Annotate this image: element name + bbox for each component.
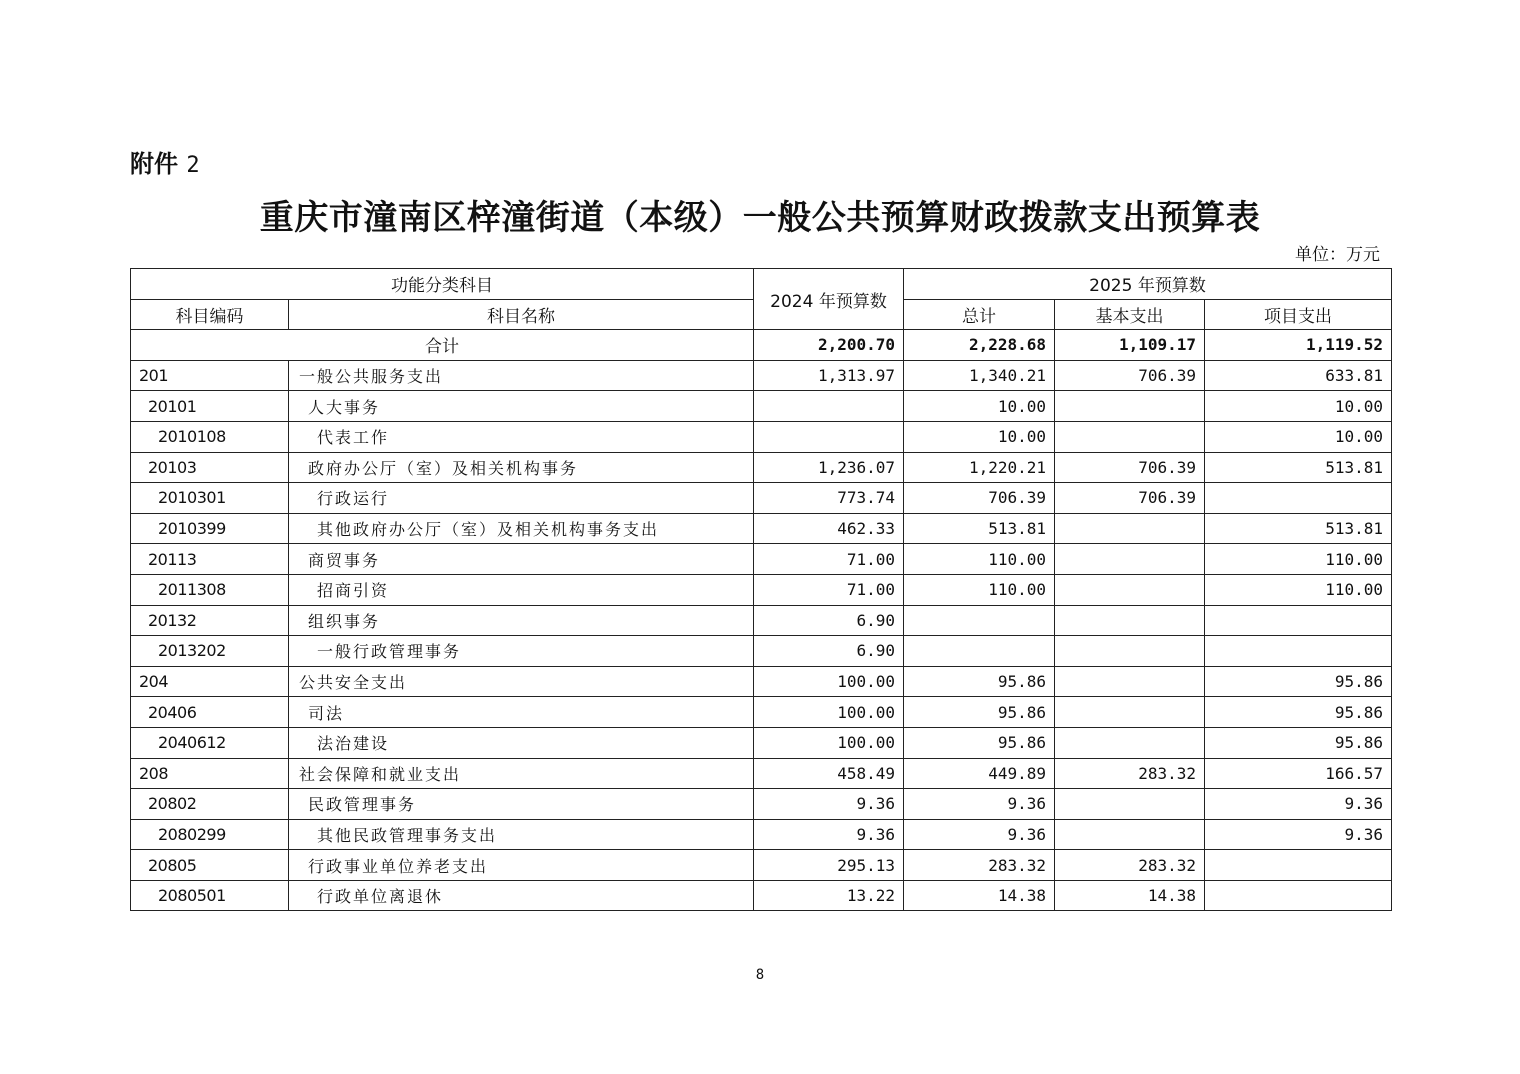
budget-2024-cell: 71.00: [754, 574, 904, 605]
subject-name-cell: 一般行政管理事务: [289, 636, 754, 667]
header-row-1: [131, 269, 1392, 300]
subject-code-cell: 20103: [131, 452, 289, 483]
budget-2025-project-cell: 10.00: [1205, 421, 1392, 452]
subject-code-cell: 2080299: [131, 819, 289, 850]
subject-name-cell: 一般公共服务支出: [289, 360, 754, 391]
budget-2025-basic-cell: [1055, 727, 1205, 758]
table-row: [131, 513, 1392, 544]
budget-2025-basic-cell: [1055, 513, 1205, 544]
budget-2025-total-cell: 110.00: [904, 574, 1055, 605]
table-row: [131, 544, 1392, 575]
budget-2025-total-cell: 1,220.21: [904, 452, 1055, 483]
table-row: [131, 727, 1392, 758]
total-row: [131, 330, 1392, 361]
subject-code-cell: 2080501: [131, 880, 289, 911]
budget-2025-project-cell: 110.00: [1205, 574, 1392, 605]
subject-name-cell: 其他民政管理事务支出: [289, 819, 754, 850]
budget-2024-cell: 9.36: [754, 819, 904, 850]
subject-name-cell: 政府办公厅（室）及相关机构事务: [289, 452, 754, 483]
budget-2025-total-cell: [904, 605, 1055, 636]
header-basic: 基本支出: [1055, 299, 1205, 330]
header-subject-name: 科目名称: [289, 299, 754, 330]
attachment-label: [130, 144, 200, 179]
budget-2025-total-cell: 95.86: [904, 727, 1055, 758]
subject-name-cell: 组织事务: [289, 605, 754, 636]
total-total: 2,228.68: [904, 330, 1055, 361]
subject-code-cell: 20802: [131, 789, 289, 820]
budget-2024-cell: 295.13: [754, 850, 904, 881]
budget-2025-total-cell: 95.86: [904, 697, 1055, 728]
budget-2025-basic-cell: 14.38: [1055, 880, 1205, 911]
table-row: [131, 574, 1392, 605]
budget-2024-cell: [754, 391, 904, 422]
table-row: [131, 789, 1392, 820]
subject-name-cell: 人大事务: [289, 391, 754, 422]
budget-2025-project-cell: [1205, 880, 1392, 911]
subject-code-cell: 2011308: [131, 574, 289, 605]
budget-2024-cell: 1,313.97: [754, 360, 904, 391]
table-row: [131, 666, 1392, 697]
budget-2025-total-cell: 95.86: [904, 666, 1055, 697]
table-row: [131, 880, 1392, 911]
budget-2025-total-cell: 14.38: [904, 880, 1055, 911]
budget-2024-cell: 6.90: [754, 605, 904, 636]
budget-2024-cell: 9.36: [754, 789, 904, 820]
subject-name-cell: 行政单位离退休: [289, 880, 754, 911]
budget-2025-project-cell: 513.81: [1205, 513, 1392, 544]
table-row: [131, 483, 1392, 514]
total-2024: 2,200.70: [754, 330, 904, 361]
attachment-number: 2: [186, 153, 200, 178]
budget-2025-total-cell: 706.39: [904, 483, 1055, 514]
subject-code-cell: 20113: [131, 544, 289, 575]
budget-2024-cell: [754, 421, 904, 452]
budget-2025-basic-cell: [1055, 605, 1205, 636]
budget-2025-total-cell: 449.89: [904, 758, 1055, 789]
header-project: 项目支出: [1205, 299, 1392, 330]
budget-2025-basic-cell: [1055, 391, 1205, 422]
table-row: [131, 391, 1392, 422]
budget-2025-project-cell: [1205, 636, 1392, 667]
subject-code-cell: 20406: [131, 697, 289, 728]
budget-2024-cell: 13.22: [754, 880, 904, 911]
budget-2025-total-cell: 1,340.21: [904, 360, 1055, 391]
table-row: [131, 819, 1392, 850]
budget-2024-cell: 773.74: [754, 483, 904, 514]
budget-2025-total-cell: 10.00: [904, 391, 1055, 422]
budget-2024-cell: 100.00: [754, 697, 904, 728]
total-project: 1,119.52: [1205, 330, 1392, 361]
budget-2025-total-cell: [904, 636, 1055, 667]
subject-name-cell: 公共安全支出: [289, 666, 754, 697]
subject-code-cell: 20132: [131, 605, 289, 636]
budget-2025-basic-cell: [1055, 697, 1205, 728]
budget-2025-total-cell: 9.36: [904, 819, 1055, 850]
subject-name-cell: 招商引资: [289, 574, 754, 605]
page-number: 8: [755, 967, 765, 983]
budget-2024-cell: 71.00: [754, 544, 904, 575]
table-row: [131, 850, 1392, 881]
budget-2025-total-cell: 110.00: [904, 544, 1055, 575]
total-label: 合计: [131, 330, 754, 361]
subject-code-cell: 201: [131, 360, 289, 391]
budget-2024-cell: 458.49: [754, 758, 904, 789]
budget-2025-project-cell: [1205, 605, 1392, 636]
budget-2025-project-cell: 95.86: [1205, 666, 1392, 697]
budget-2024-cell: 100.00: [754, 666, 904, 697]
subject-name-cell: 其他政府办公厅（室）及相关机构事务支出: [289, 513, 754, 544]
table-row: [131, 697, 1392, 728]
table-row: [131, 421, 1392, 452]
budget-2025-basic-cell: [1055, 666, 1205, 697]
subject-name-cell: 代表工作: [289, 421, 754, 452]
subject-code-cell: 2010301: [131, 483, 289, 514]
table-row: [131, 636, 1392, 667]
table-row: [131, 452, 1392, 483]
subject-name-cell: 民政管理事务: [289, 789, 754, 820]
budget-2025-basic-cell: [1055, 636, 1205, 667]
subject-name-cell: 商贸事务: [289, 544, 754, 575]
budget-2025-project-cell: 95.86: [1205, 727, 1392, 758]
budget-2025-total-cell: 9.36: [904, 789, 1055, 820]
table-row: [131, 605, 1392, 636]
budget-2025-project-cell: 9.36: [1205, 789, 1392, 820]
subject-code-cell: 2013202: [131, 636, 289, 667]
total-basic: 1,109.17: [1055, 330, 1205, 361]
header-budget-2025: 2025 年预算数: [904, 269, 1392, 300]
subject-name-cell: 行政运行: [289, 483, 754, 514]
header-total: 总计: [904, 299, 1055, 330]
page-title: 重庆市潼南区梓潼街道（本级）一般公共预算财政拨款支出预算表: [259, 198, 1261, 238]
table-row: [131, 360, 1392, 391]
budget-2025-basic-cell: 706.39: [1055, 483, 1205, 514]
budget-2025-total-cell: 283.32: [904, 850, 1055, 881]
budget-2025-basic-cell: 706.39: [1055, 360, 1205, 391]
budget-2024-cell: 6.90: [754, 636, 904, 667]
budget-2025-basic-cell: [1055, 819, 1205, 850]
subject-name-cell: 社会保障和就业支出: [289, 758, 754, 789]
budget-2025-project-cell: 9.36: [1205, 819, 1392, 850]
subject-code-cell: 20805: [131, 850, 289, 881]
header-budget-2024: 2024 年预算数: [754, 269, 904, 330]
budget-2025-project-cell: 110.00: [1205, 544, 1392, 575]
budget-2025-basic-cell: 283.32: [1055, 758, 1205, 789]
subject-code-cell: 2010399: [131, 513, 289, 544]
attachment-text: 附件: [130, 150, 178, 178]
budget-2025-basic-cell: 283.32: [1055, 850, 1205, 881]
subject-code-cell: 204: [131, 666, 289, 697]
subject-code-cell: 20101: [131, 391, 289, 422]
table-row: [131, 758, 1392, 789]
budget-2025-basic-cell: [1055, 789, 1205, 820]
budget-2025-project-cell: [1205, 483, 1392, 514]
budget-2025-basic-cell: 706.39: [1055, 452, 1205, 483]
subject-name-cell: 法治建设: [289, 727, 754, 758]
header-subject-code: 科目编码: [131, 299, 289, 330]
subject-name-cell: 行政事业单位养老支出: [289, 850, 754, 881]
budget-table: [130, 268, 1392, 911]
budget-2025-project-cell: 633.81: [1205, 360, 1392, 391]
budget-2025-basic-cell: [1055, 421, 1205, 452]
subject-code-cell: 2010108: [131, 421, 289, 452]
budget-2025-total-cell: 10.00: [904, 421, 1055, 452]
header-func-category: 功能分类科目: [131, 269, 754, 300]
budget-2025-project-cell: [1205, 850, 1392, 881]
budget-2025-project-cell: 513.81: [1205, 452, 1392, 483]
budget-2025-project-cell: 10.00: [1205, 391, 1392, 422]
budget-2024-cell: 1,236.07: [754, 452, 904, 483]
budget-2024-cell: 100.00: [754, 727, 904, 758]
budget-2025-project-cell: 166.57: [1205, 758, 1392, 789]
budget-2025-total-cell: 513.81: [904, 513, 1055, 544]
subject-code-cell: 208: [131, 758, 289, 789]
subject-name-cell: 司法: [289, 697, 754, 728]
budget-2025-basic-cell: [1055, 544, 1205, 575]
budget-2025-project-cell: 95.86: [1205, 697, 1392, 728]
budget-2025-basic-cell: [1055, 574, 1205, 605]
subject-code-cell: 2040612: [131, 727, 289, 758]
unit-label: 单位：万元: [1295, 245, 1380, 265]
budget-2024-cell: 462.33: [754, 513, 904, 544]
